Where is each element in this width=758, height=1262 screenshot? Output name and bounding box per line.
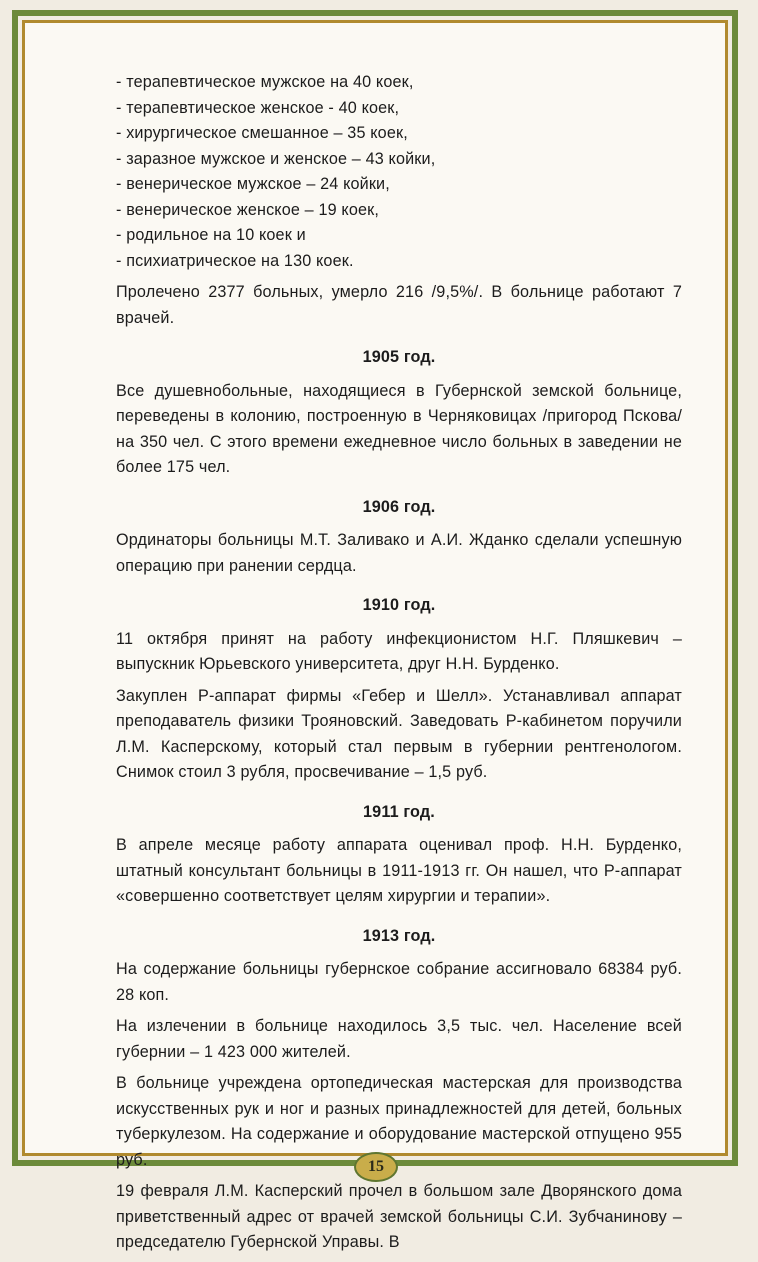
- paragraph: В апреле месяце работу аппарата оценивал проф. Н.Н. Бурденко, штатный консультант больницы в 1911-1913 гг. Он нашел, что Р-аппарат «совершенно соответствует целям хирургии и терапии».: [116, 836, 682, 905]
- paragraph: На содержание больницы губернское собрание ассигновало 68384 руб. 28 коп.: [116, 960, 682, 1004]
- section-heading-1910: 1910 год.: [362, 596, 436, 614]
- intro-paragraph: Пролечено 2377 больных, умерло 216 /9,5%/. В больнице работают 7 врачей.: [116, 283, 682, 327]
- paragraph: Все душевнобольные, находящиеся в Губернской земской больнице, переведены в колонию, построенную в Черняковицах /пригород Пскова/ на 350 чел. С этого времени ежедневное число больных в заведении не более 175 чел.: [116, 381, 682, 476]
- list-item: - родильное на 10 коек и: [116, 226, 306, 244]
- page-number: 15: [368, 1158, 384, 1175]
- paragraph: 19 февраля Л.М. Касперский прочел в большом зале Дворянского дома приветственный адрес от врачей земской больницы С.И. Зубчанинову – председателю Губернской Управы. В: [116, 1182, 682, 1251]
- list-item: - венерическое женское – 19 коек,: [116, 200, 380, 219]
- paragraph: В больнице учреждена ортопедическая мастерская для производства искусственных рук и ног и разных принадлежностей для детей, больных туберкулезом. На содержание и оборудование мастерской отпущено 955 руб.: [116, 1074, 682, 1169]
- department-list: [116, 70, 682, 274]
- list-item: - венерическое мужское – 24 койки,: [116, 175, 390, 193]
- page-number-badge: [354, 1152, 398, 1182]
- list-item: - хирургическое смешанное – 35 коек,: [116, 124, 408, 142]
- paragraph: Закуплен Р-аппарат фирмы «Гебер и Шелл». Устанавливал аппарат преподаватель физики Трояновский. Заведовать Р-кабинетом поручили Л.М. Касперскому, который стал первым в губернии рентгенологом. Снимок стоил 3 рубля, просвечивание – 1,5 руб.: [116, 686, 682, 781]
- paragraph: На излечении в больнице находилось 3,5 тыс. чел. Население всей губернии – 1 423 000 жителей.: [116, 1017, 682, 1061]
- section-heading-1906: 1906 год.: [362, 497, 436, 516]
- paragraph: Ординаторы больницы М.Т. Заливако и А.И. Жданко сделали успешную операцию при ранении сердца.: [116, 531, 682, 575]
- section-heading-1911: 1911 год.: [363, 802, 435, 821]
- section-heading-1913: 1913 год.: [362, 926, 436, 945]
- paragraph: 11 октября принят на работу инфекционистом Н.Г. Пляшкевич – выпускник Юрьевского университета, друг Н.Н. Бурденко.: [116, 629, 682, 673]
- list-item: - терапевтическое мужское на 40 коек,: [116, 73, 414, 91]
- section-heading-1905: 1905 год.: [362, 348, 436, 366]
- list-item: - заразное мужское и женское – 43 койки,: [116, 149, 436, 168]
- list-item: - психиатрическое на 130 коек.: [116, 251, 354, 270]
- list-item: - терапевтическое женское - 40 коек,: [116, 98, 400, 117]
- page-content: [116, 70, 682, 1262]
